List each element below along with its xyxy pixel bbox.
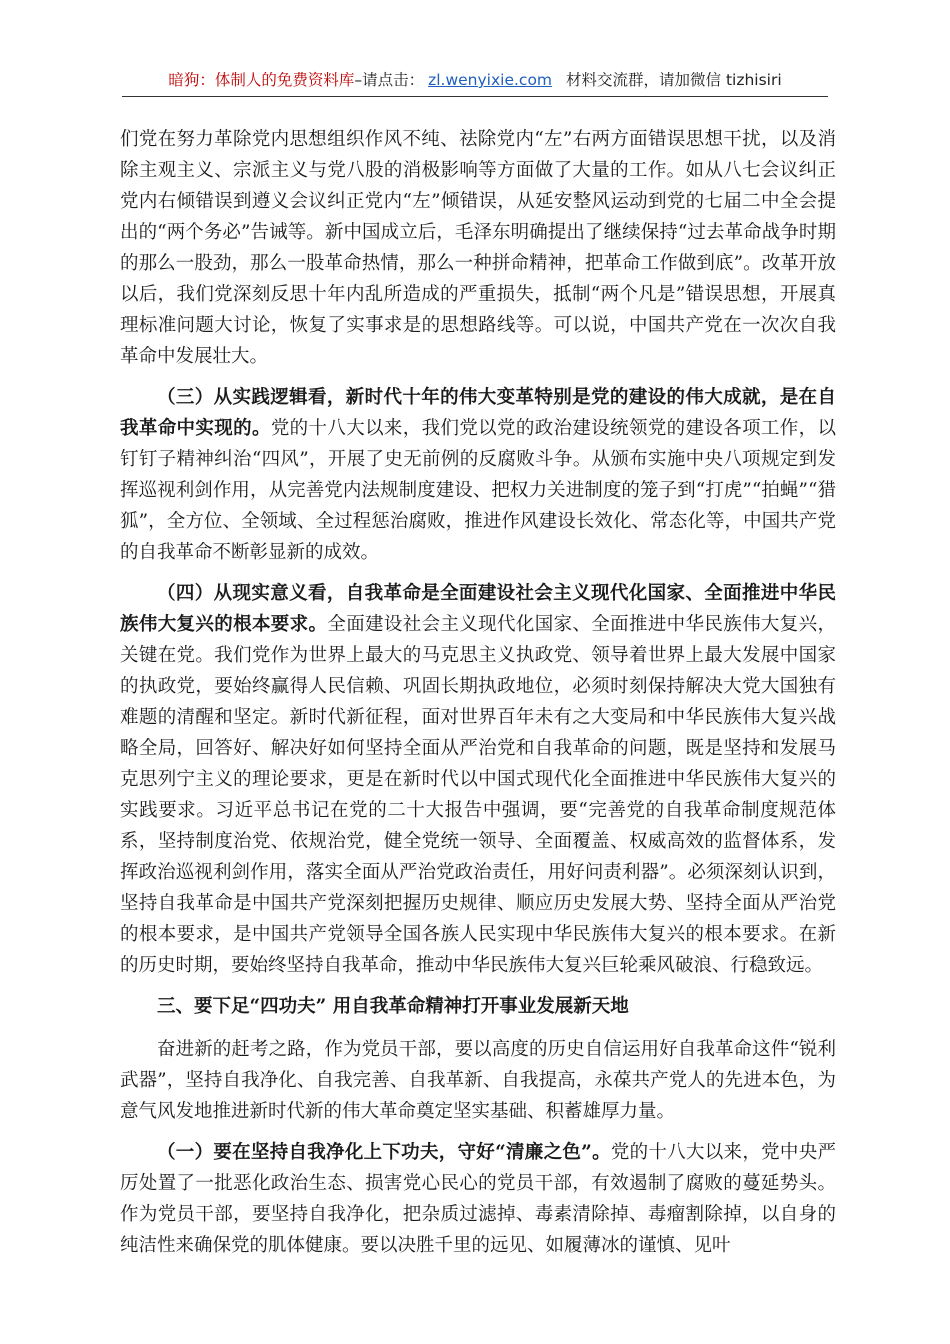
paragraph-3-text: 全面建设社会主义现代化国家、全面推进中华民族伟大复兴，关键在党。我们党作为世界上最大的马克思主义执政党、领导着世界上最大发展中国家的执政党，要始终赢得人民信赖、巩固长期执政地位，必须时刻保持解决大党大国独有难题的清醒和坚定。新时代新征程，面对世界百年未有之大变局和中华民族伟大复兴战略全局，回答好、解决好如何坚持全面从严治党和自我革命的问题，既是坚持和发展马克思列宁主义的理论要求，更是在新时代以中国式现代化全面推进中华民族伟大复兴的实践要求。习近平总书记在党的二十大报告中强调，要“完善党的自我革命制度规范体系，坚持制度治党、依规治党，健全党统一领导、全面覆盖、权威高效的监督体系，发挥政治巡视利剑作用，落实全面从严治党政治责任，用好问责利器”。必须深刻认识到，坚持自我革命是中国共产党深刻把握历史规律、顺应历史发展大势、坚持全面从严治党的根本要求，是中国共产党领导全国各族人民实现中华民族伟大复兴的根本要求。在新的历史时期，要始终坚持自我革命，推动中华民族伟大复兴巨轮乘风破浪、行稳致远。 — [120, 614, 836, 976]
paragraph-5-lead: （一）要在坚持自我净化上下功夫，守好“清廉之色”。 — [157, 1142, 611, 1163]
paragraph-2-text: 党的十八大以来，我们党以党的政治建设统领党的建设各项工作，以钉钉子精神纠治“四风”，开展了史无前例的反腐败斗争。从颁布实施中央八项规定到发挥巡视利剑作用，从完善党内法规制度建设、把权力关进制度的笼子到“打虎”“拍蝇”“猎狐”，全方位、全领域、全过程惩治腐败，推进作风建设长效化、常态化等，中国共产党的自我革命不断彰显新的成效。 — [120, 418, 836, 563]
section-heading-3: 三、要下足“四功夫” 用自我革命精神打开事业发展新天地 — [157, 996, 629, 1017]
page-header — [122, 66, 828, 94]
paragraph-2 — [120, 382, 836, 568]
paragraph-1: 们党在努力革除党内思想组织作风不纯、祛除党内“左”右两方面错误思想干扰，以及消除主观主义、宗派主义与党八股的消极影响等方面做了大量的工作。如从八七会议纠正党内右倾错误到遵义会议纠正党内“左”倾错误，从延安整风运动到党的七届二中全会提出的“两个务必”告诫等。新中国成立后，毛泽东明确提出了继续保持“过去革命战争时期的那么一股劲，那么一股革命热情，那么一种拼命精神，把革命工作做到底”。改革开放以后，我们党深刻反思十年内乱所造成的严重损失，抵制“两个凡是”错误思想，开展真理标准问题大讨论，恢复了实事求是的思想路线等。可以说，中国共产党在一次次自我革命中发展壮大。 — [120, 129, 836, 367]
header-site-name: 暗狗：体制人的免费资料库 — [168, 71, 355, 89]
header-divider — [122, 96, 828, 97]
paragraph-3-lead: （四）从现实意义看，自我革命是全面建设社会主义现代化国家、全面推进中华民族伟大复兴的根本要求。 — [120, 583, 836, 635]
header-group-note: 材料交流群，请加微信 tizhisiri — [566, 71, 782, 89]
paragraph-5 — [120, 1137, 836, 1261]
header-prompt: –请点击： — [354, 71, 425, 89]
header-link[interactable]: zl.wenyixie.com — [428, 71, 553, 89]
paragraph-2-lead: （三）从实践逻辑看，新时代十年的伟大变革特别是党的建设的伟大成就，是在自我革命中实现的。 — [120, 387, 836, 439]
document-body — [120, 124, 836, 1271]
paragraph-3 — [120, 578, 836, 981]
paragraph-5-text: 党的十八大以来，党中央严厉处置了一批恶化政治生态、损害党心民心的党员干部，有效遏制了腐败的蔓延势头。作为党员干部，要坚持自我净化，把杂质过滤掉、毒素清除掉、毒瘤割除掉，以自身的纯洁性来确保党的肌体健康。要以决胜千里的远见、如履薄冰的谨慎、见叶 — [120, 1142, 836, 1256]
paragraph-4: 奋进新的赶考之路，作为党员干部，要以高度的历史自信运用好自我革命这件“锐利武器”，坚持自我净化、自我完善、自我革新、自我提高，永葆共产党人的先进本色，为意气风发地推进新时代新的伟大革命奠定坚实基础、积蓄雄厚力量。 — [120, 1039, 836, 1122]
